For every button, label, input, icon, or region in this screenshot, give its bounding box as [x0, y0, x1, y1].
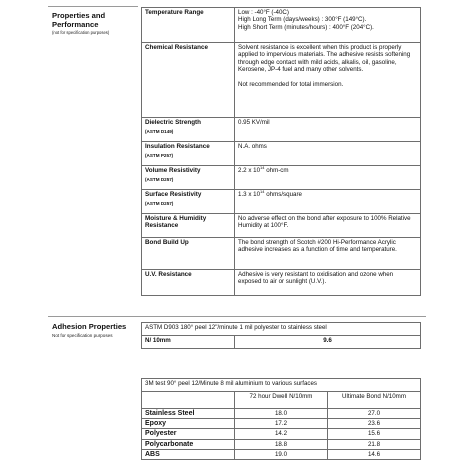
adhesion-table [141, 322, 421, 349]
table-row [142, 429, 421, 439]
ultimate-cell: 21.8 [328, 439, 421, 449]
table-row [142, 449, 421, 459]
dwell-cell: 17.2 [235, 419, 328, 429]
section-title-line: Properties and [52, 11, 106, 20]
column-header: Ultimate Bond N/10mm [328, 392, 421, 409]
property-name: Chemical Resistance [142, 43, 235, 118]
ultimate-cell: 23.6 [328, 419, 421, 429]
property-name: U.V. Resistance [142, 270, 235, 296]
table-row [142, 379, 421, 392]
table-row [142, 270, 421, 296]
section-divider [48, 316, 426, 317]
column-header [142, 392, 235, 409]
property-value: 1.3 x $10^{14}$ ohms/square [235, 190, 421, 214]
property-value: 0.95 KV/mil [235, 118, 421, 142]
material-cell: Stainless Steel [142, 409, 235, 419]
section-title: Adhesion Properties [52, 322, 127, 331]
property-value: The bond strength of Scotch #200 Hi-Performance Acrylic adhesive increases as a function of time and temperature. [235, 238, 421, 270]
property-name: Temperature Range [142, 8, 235, 43]
table-row [142, 409, 421, 419]
section-divider [48, 6, 138, 7]
material-cell: Epoxy [142, 419, 235, 429]
section-note: Not for specification purposes [52, 333, 113, 338]
table-row [142, 419, 421, 429]
adhesion-header: ASTM D903 180° peel 12"/minute 1 mil polyester to stainless steel [142, 323, 421, 336]
section-title [52, 12, 105, 29]
property-value: Low : -40°F (-40C) High Long Term (days/weeks) : 300°F (149°C). High Short Term (minutes/hours) : 400°F (204°C). [235, 8, 421, 43]
ultimate-cell: 27.0 [328, 409, 421, 419]
aluminium-test-header: 3M test 90° peel 12/Minute 8 mil aluminium to various surfaces [142, 379, 421, 392]
property-value: 2.2 x $10^{14}$ ohm-cm [235, 166, 421, 190]
table-row [142, 336, 421, 349]
ultimate-cell: 15.6 [328, 429, 421, 439]
table-row [142, 142, 421, 166]
table-row [142, 118, 421, 142]
table-row [142, 190, 421, 214]
table-row [142, 166, 421, 190]
property-value: Adhesive is very resistant to oxidisation and ozone when exposed to air or sunlight (U.V.). [235, 270, 421, 296]
property-name: Bond Build Up [142, 238, 235, 270]
dwell-cell: 19.0 [235, 449, 328, 459]
table-header-row [142, 392, 421, 409]
table-row [142, 8, 421, 43]
section-title-line: Performance [52, 19, 99, 29]
aluminium-peel-table [141, 378, 421, 460]
property-value: No adverse effect on the bond after exposure to 100% Relative Humidity at 100°F. [235, 214, 421, 238]
property-name: Moisture & Humidity Resistance [142, 214, 235, 238]
table-row [142, 238, 421, 270]
column-header: 72 hour Dwell N/10mm [235, 392, 328, 409]
adhesion-row-value: 9.6 [235, 336, 421, 349]
property-value: Solvent resistance is excellent when this product is properly applied to impervious materials. The adhesive resists softening through edge contact with mild acids, alkalis, oil, gasoline, Kerosene, JP-4 fuel and many other solvents. Not recommended for total immersion. [235, 43, 421, 118]
dwell-cell: 14.2 [235, 429, 328, 439]
ultimate-cell: 14.6 [328, 449, 421, 459]
section-note: (not for specification purposes) [52, 30, 110, 35]
table-row [142, 43, 421, 118]
properties-table [141, 7, 421, 296]
property-value: N.A. ohms [235, 142, 421, 166]
material-cell: Polycarbonate [142, 439, 235, 449]
material-cell: ABS [142, 449, 235, 459]
table-row [142, 323, 421, 336]
property-name: Surface Resistivity (ASTM D257) [142, 190, 235, 214]
table-row [142, 214, 421, 238]
dwell-cell: 18.0 [235, 409, 328, 419]
table-row [142, 439, 421, 449]
property-name: Insulation Resistance (ASTM P257) [142, 142, 235, 166]
property-name: Dielectric Strength (ASTM D149) [142, 118, 235, 142]
adhesion-row-label: N/ 10mm [142, 336, 235, 349]
property-name: Volume Resistivity (ASTM D257) [142, 166, 235, 190]
material-cell: Polyester [142, 429, 235, 439]
dwell-cell: 18.8 [235, 439, 328, 449]
